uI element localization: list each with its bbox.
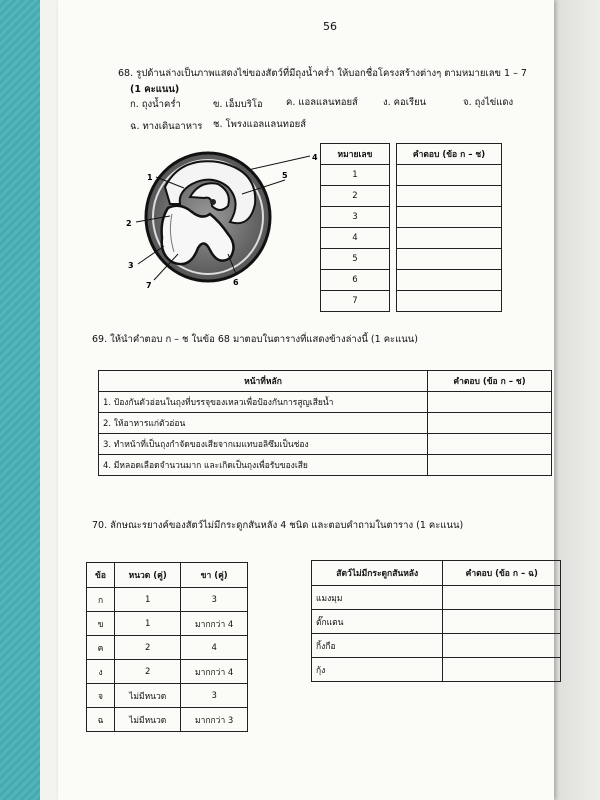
cell: ง [87,660,115,684]
answer-header: คำตอบ (ข้อ ก – ช) [397,144,502,165]
function-row: 3. ทำหน้าที่เป็นถุงกำจัดของเสียจากเมแทบอลิซึมเป็นช่อง [99,434,428,455]
number-cell: 6 [321,270,390,291]
answer-cell[interactable] [397,249,502,270]
function-row: 1. ป้องกันตัวอ่อนในถุงที่บรรจุของเหลวเพื่อป้องกันการสูญเสียน้ำ [99,392,428,413]
diagram-label-7: 7 [146,281,152,290]
answer-cell[interactable] [443,634,561,658]
cell: ค [87,636,115,660]
q69-table [98,370,552,476]
animal-name: ตั๊กแตน [312,610,443,634]
q68-question: 68. รูปด้านล่างเป็นภาพแสดงไข่ของสัตว์ที่มีถุงน้ำคร่ำ ให้บอกชื่อโครงสร้างต่างๆ ตามหมายเลข 1 – 7 [118,68,527,79]
cell: ไม่มีหนวด [115,708,181,732]
amniotic-egg-diagram [120,142,318,292]
number-cell: 5 [321,249,390,270]
answer-header: คำตอบ (ข้อ ก – ช) [428,371,552,392]
q68-option-b: ข. เอ็มบริโอ [213,99,263,110]
q68-option-c: ค. แอลแลนทอยส์ [286,97,358,108]
answer-cell[interactable] [397,165,502,186]
col-item: ข้อ [87,563,115,588]
diagram-label-4: 4 [312,153,318,162]
q68-points: (1 คะแนน) [130,84,180,95]
diagram-label-5: 5 [282,171,288,180]
q70-answer-table [311,560,561,682]
number-cell: 2 [321,186,390,207]
cell: 1 [115,588,181,612]
answer-cell[interactable] [428,392,552,413]
book-page [58,0,554,800]
cell: ไม่มีหนวด [115,684,181,708]
number-cell: 1 [321,165,390,186]
number-cell: 7 [321,291,390,312]
answer-cell[interactable] [397,186,502,207]
q68-option-e: จ. ถุงไข่แดง [463,97,514,108]
answer-cell[interactable] [397,207,502,228]
diagram-label-6: 6 [233,278,239,287]
cell: ก [87,588,115,612]
number-header: หมายเลข [321,144,390,165]
cell: 2 [115,660,181,684]
q69-question: 69. ให้นำคำตอบ ก – ช ในข้อ 68 มาตอบในตารางที่แสดงข้างล่างนี้ (1 คะแนน) [92,334,418,345]
cell: ข [87,612,115,636]
answer-cell[interactable] [428,434,552,455]
cell: มากกว่า 3 [181,708,248,732]
answer-cell[interactable] [397,270,502,291]
answer-cell[interactable] [397,228,502,249]
cell: 3 [181,588,248,612]
answer-cell[interactable] [428,455,552,476]
cell: 3 [181,684,248,708]
q68-answer-table [396,143,502,312]
diagram-label-1: 1 [147,173,153,182]
cell: มากกว่า 4 [181,612,248,636]
cell: จ [87,684,115,708]
function-header: หน้าที่หลัก [99,371,428,392]
col-antennae: หนวด (คู่) [115,563,181,588]
col-animal: สัตว์ไม่มีกระดูกสันหลัง [312,561,443,586]
answer-cell[interactable] [443,658,561,682]
page-number: 56 [323,20,337,33]
animal-name: กุ้ง [312,658,443,682]
cell: 4 [181,636,248,660]
number-cell: 4 [321,228,390,249]
answer-cell[interactable] [397,291,502,312]
function-row: 2. ให้อาหารแก่ตัวอ่อน [99,413,428,434]
diagram-label-3: 3 [128,261,134,270]
q68-option-d: ง. คอเรียน [383,97,427,108]
q68-option-f: ฉ. ทางเดินอาหาร [130,121,203,132]
q70-question: 70. ลักษณะรยางค์ของสัตว์ไม่มีกระดูกสันหลัง 4 ชนิด และตอบคำถามในตาราง (1 คะแนน) [92,520,464,531]
cell: ฉ [87,708,115,732]
cell: 2 [115,636,181,660]
diagram-label-2: 2 [126,219,132,228]
animal-name: กิ้งกือ [312,634,443,658]
col-legs: ขา (คู่) [181,563,248,588]
answer-cell[interactable] [428,413,552,434]
col-answer: คำตอบ (ข้อ ก – ฉ) [443,561,561,586]
function-row: 4. มีหลอดเลือดจำนวนมาก และเกิดเป็นถุงเพื่อรับของเสีย [99,455,428,476]
q68-option-g: ช. โพรงแอลแลนทอยส์ [213,119,307,130]
number-cell: 3 [321,207,390,228]
cell: 1 [115,612,181,636]
animal-name: แมงมุม [312,586,443,610]
q68-number-table [320,143,390,312]
q70-appendage-table [86,562,248,732]
cell: มากกว่า 4 [181,660,248,684]
q68-option-a: ก. ถุงน้ำคร่ำ [130,99,181,110]
answer-cell[interactable] [443,586,561,610]
answer-cell[interactable] [443,610,561,634]
